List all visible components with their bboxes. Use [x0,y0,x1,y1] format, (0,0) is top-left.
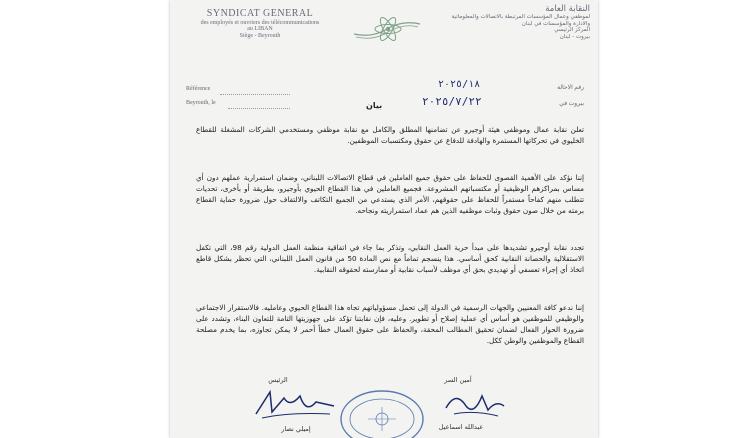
ref-number-value: ٢٠٢٥/١٨ [438,79,481,90]
letterhead-fr-title: SYNDICAT GENERAL [206,8,314,19]
right-signatory-title: أمين السر [444,376,472,384]
reference-label: Référence [186,86,211,92]
left-signatory-name: إميلي نصار [281,425,311,433]
paragraph-2: إننا نؤكد على الأهمية القصوى للحفاظ على حقوق جميع العاملين في قطاع الاتصالات اللبناني، وضمان استمرارية عملهم دون أي مساس بمراكزهم الوظيفية أو مكتسباتهم المشروعة. فجميع العاملين في هذا القطاع الحيوي بأوجيرو، بطريقة أو بأخرى، تحديات تتطلب منهم كفاحاً مستمراً للحفاظ على حقوقهم، الأمر الذي يستدعي من الجميع التكاتف والالتفاف حول ضرورة حماية القطاع برمته من خلال صون حقوق وثبات موظفيه الذين هم عماد استمراريته ونجاحه. [196,173,584,215]
letterhead-ar-line3: بيروت - لبنان [559,33,590,40]
letterhead-ar-line2: المركز الرئيسي [554,27,590,34]
ref-number-label: رقم الاحالة [557,85,584,91]
letterhead-arabic [440,4,590,41]
atom-emblem-icon [352,12,422,46]
left-signatory-title: الرئيس [268,376,288,384]
date-line [228,108,290,109]
letterhead-ar-title: النقابة العامة [545,4,590,14]
left-signature-icon [250,384,340,424]
paragraph-3: تجدد نقابة أوجيرو تشديدها على مبدأ حرية العمل النقابي، وتذكر بما جاء في اتفاقية منظمة العمل الدولية رقم 98، التي تكفل الاستقلالية والحصانة النقابية كحق أساسي. هذا ينسجم تماماً مع نص المادة 50 من قانون العمل اللبناني، التي تحظر بشكل قاطع اتخاذ أي إجراء تعسفي أو تهديدي بحق أي موظف لأسباب نقابية أو ممارسته لحقوقه النقابية. [196,243,584,274]
letterhead-fr-line2: au LIBAN [247,26,273,33]
statement-heading: بيان [366,101,383,110]
letterhead-ar-line1: لموظفي وعمال المؤسسات المرتبطة بالاتصالات والمعلوماتية والادارة والمؤسسات في لبنان [451,14,590,27]
letter-page [170,0,598,438]
date-value: ٢٠٢٥/٧/٢٢ [422,95,482,108]
letterhead-french [180,8,340,40]
right-signature-icon [440,384,510,422]
right-signatory-name: عبدالله اسماعيل [438,423,484,431]
paragraph-1: تعلن نقابة عمال وموظفي هيئة أوجيرو عن تضامنها المطلق والكامل مع نقابة موظفي ومستخدمي الشركات المشغلة للقطاع الخليوي في تحركاتها المستمرة والهادفة للدفاع عن حقوق ومكتسبات الموظفين. [196,125,584,145]
letterhead-fr-line3: Siège - Beyrouth [239,33,281,40]
paragraph-4: إننا ندعو كافة المعنيين والجهات الرسمية في الدولة إلى تحمل مسؤولياتهم تجاه هذا القطاع الحيوي وعامليه. فالاستقرار الاجتماعي والوظيفي للموظفين هو أساس أي عملية إصلاح أو تطوير. وعليه، فإن نقابتنا تؤكد على جهوزيتها التامة للتعاون البناء، وتشدد على ضرورة الحوار الفعال لضمان تحقيق المطالب المحقة، والحفاظ على حقوق العمال خطاً أحمر لا يمكن تجاوزه، بما يخدم مصلحة القطاع والموظفين والوطن ككل. [196,303,584,345]
reference-line [220,94,290,95]
date-place-label: بيروت في [559,101,584,107]
union-stamp-icon [338,388,426,438]
letterhead-fr-line1: des employés et ouvriers des télécommunications [200,19,320,26]
date-label: Beyrouth, le [186,100,216,106]
